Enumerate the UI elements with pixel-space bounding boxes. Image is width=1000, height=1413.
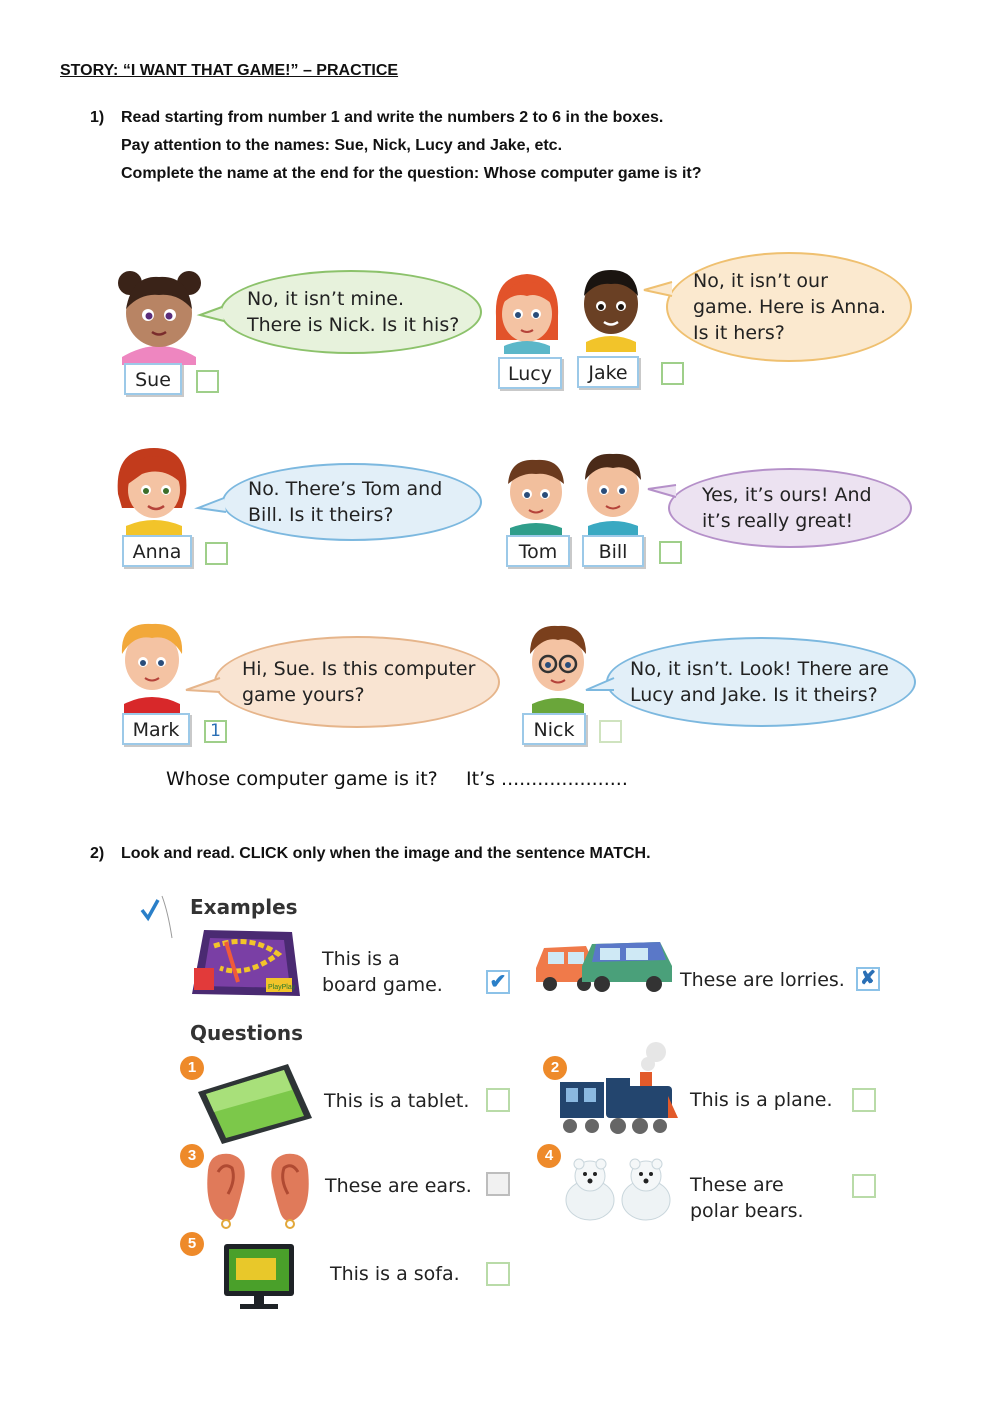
- question-2-text: This is a plane.: [690, 1089, 833, 1111]
- nick-speech-bubble: [606, 637, 916, 727]
- polar-bears-icon: [560, 1154, 678, 1224]
- example2-checkbox[interactable]: ✘: [856, 967, 880, 991]
- name-label-jake: Jake: [577, 356, 639, 388]
- order-box-mark[interactable]: 1: [204, 720, 227, 743]
- name-label-anna: Anna: [122, 535, 192, 567]
- exercise1-instruction-line3: Complete the name at the end for the question: Whose computer game is it?: [121, 165, 702, 182]
- order-box-lucy-jake[interactable]: [661, 362, 684, 385]
- question-2-checkbox[interactable]: [852, 1088, 876, 1112]
- example2-text: These are lorries.: [680, 969, 845, 991]
- anna-character-icon: [112, 444, 192, 536]
- tom-bill-bubble-tail: [646, 483, 680, 503]
- lucy-jake-speech-text: No, it isn’t our game. Here is Anna. Is it hers?: [693, 270, 887, 344]
- question-3-checkbox[interactable]: [486, 1172, 510, 1196]
- question-4-checkbox[interactable]: [852, 1174, 876, 1198]
- question-1-checkbox[interactable]: [486, 1088, 510, 1112]
- examples-tick-icon: [138, 892, 178, 942]
- lucy-character-icon: [492, 270, 562, 354]
- order-box-tom-bill[interactable]: [659, 541, 682, 564]
- sue-speech-bubble: [220, 270, 482, 354]
- tom-bill-speech-bubble: [668, 468, 912, 548]
- lucy-jake-bubble-tail: [642, 280, 676, 300]
- sue-character-icon: [112, 265, 207, 365]
- exercise1-number: 1): [90, 109, 105, 126]
- order-box-sue[interactable]: [196, 370, 219, 393]
- tom-character-icon: [500, 454, 572, 536]
- mark-speech-text: Hi, Sue. Is this computer game yours?: [242, 658, 476, 706]
- board-game-icon: [190, 928, 302, 1000]
- tom-bill-speech-text: Yes, it’s ours! And it’s really great!: [702, 484, 872, 532]
- ears-icon: [200, 1150, 316, 1232]
- question-5-text: This is a sofa.: [330, 1263, 460, 1285]
- examples-label: Examples: [190, 895, 298, 919]
- question-3-number: 3: [180, 1144, 204, 1168]
- lucy-jake-speech-bubble: [666, 252, 912, 362]
- anna-speech-text: No. There’s Tom and Bill. Is it theirs?: [248, 478, 443, 526]
- example1-checkbox[interactable]: ✔: [486, 970, 510, 994]
- board-game-brand: PlayPlay: [268, 984, 296, 991]
- question-2-number: 2: [543, 1056, 567, 1080]
- exercise1-instruction-line1: Read starting from number 1 and write the numbers 2 to 6 in the boxes.: [121, 109, 664, 126]
- example1-text: This is a board game.: [322, 948, 443, 996]
- order-box-anna[interactable]: [205, 542, 228, 565]
- whose-question: Whose computer game is it?: [166, 768, 438, 790]
- exercise2-number: 2): [90, 845, 105, 862]
- questions-label: Questions: [190, 1021, 304, 1045]
- jake-character-icon: [576, 266, 646, 352]
- name-label-bill: Bill: [582, 535, 644, 567]
- nick-character-icon: [522, 622, 594, 714]
- worksheet-title: STORY: “I WANT THAT GAME!” – PRACTICE: [60, 62, 399, 79]
- name-label-mark: Mark: [122, 713, 190, 745]
- question-3-text: These are ears.: [325, 1175, 472, 1197]
- answer-prompt[interactable]: It’s .....................: [466, 768, 628, 790]
- name-label-lucy: Lucy: [498, 357, 562, 389]
- name-label-sue: Sue: [124, 363, 182, 395]
- question-4-number: 4: [537, 1144, 561, 1168]
- mark-bubble-tail: [184, 676, 224, 696]
- name-label-tom: Tom: [506, 535, 570, 567]
- anna-bubble-tail: [196, 496, 228, 516]
- name-label-nick: Nick: [522, 713, 586, 745]
- question-1-number: 1: [180, 1056, 204, 1080]
- sue-speech-text: No, it isn’t mine. There is Nick. Is it his?: [247, 288, 460, 336]
- nick-speech-text: No, it isn’t. Look! There are Lucy and Jake. Is it theirs?: [630, 658, 889, 706]
- exercise1-instruction-line2: Pay attention to the names: Sue, Nick, Lucy and Jake, etc.: [121, 137, 563, 154]
- mark-speech-bubble: [214, 636, 500, 728]
- nick-bubble-tail: [584, 676, 618, 696]
- question-5-checkbox[interactable]: [486, 1262, 510, 1286]
- question-4-text: These are polar bears.: [690, 1174, 804, 1222]
- order-box-nick[interactable]: [599, 720, 622, 743]
- mark-character-icon: [116, 620, 188, 714]
- bill-character-icon: [578, 448, 648, 536]
- exercise2-instruction: Look and read. CLICK only when the image and the sentence MATCH.: [121, 845, 651, 862]
- tv-icon: [222, 1242, 296, 1310]
- cars-icon: [530, 936, 676, 994]
- train-icon: [556, 1038, 680, 1138]
- sue-bubble-tail: [198, 305, 228, 325]
- tablet-icon: [196, 1062, 314, 1146]
- question-5-number: 5: [180, 1232, 204, 1256]
- anna-speech-bubble: [222, 463, 482, 541]
- question-1-text: This is a tablet.: [324, 1090, 470, 1112]
